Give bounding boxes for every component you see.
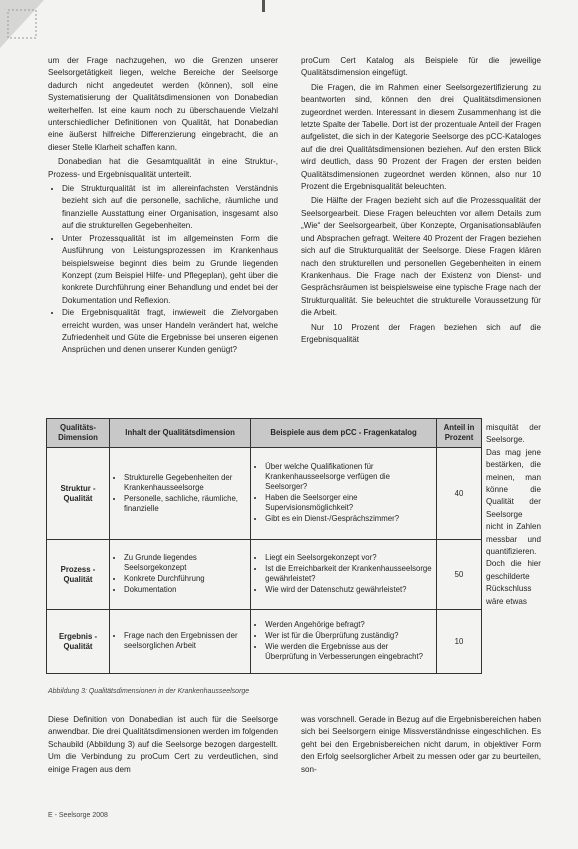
example-item: • Ist die Erreichbarkeit der Krankenhausseelsorge gewährleistet? bbox=[265, 564, 432, 584]
percent-cell: 40 bbox=[437, 448, 482, 540]
right-paragraph: Nur 10 Prozent der Fragen beziehen sich auf die Ergebnisqualität bbox=[301, 322, 541, 344]
table-row bbox=[47, 540, 482, 610]
bottom-right-text bbox=[301, 714, 541, 776]
table-caption: Abbildung 3: Qualitätsdimensionen in der Krankenhausseelsorge bbox=[48, 688, 250, 695]
wrap-text: misquität der Seelsorge. Das mag jene bestärken, die meinen, man könne die Qualität der Seelsorge nicht in Zahlen messbar und quantifizieren. Doch die hier geschilderte Rückschluss wäre etwas bbox=[486, 423, 541, 606]
quality-bullet-list bbox=[48, 183, 278, 357]
content-item: • Personelle, sachliche, räumliche, finanzielle bbox=[124, 494, 246, 514]
bottom-left-paragraph: Diese Definition von Donabedian ist auch für die Seelsorge anwendbar. Die drei Qualitätsdimensionen werden im folgenden Schaubild (Abbildung 3) auf die Seelsorge bezogen dargestellt. Um die Verbindung zu proCum Cert zu verdeutlichen, sind einige Fragen aus dem bbox=[48, 715, 278, 774]
right-column bbox=[301, 55, 541, 348]
content-item: • Frage nach den Ergebnissen der seelsorglichen Arbeit bbox=[124, 631, 246, 651]
quality-dimensions-table bbox=[46, 418, 482, 674]
header-content: Inhalt der Qualitätsdimension bbox=[110, 419, 251, 448]
example-item: • Wie wird der Datenschutz gewährleistet? bbox=[265, 585, 432, 595]
dimension-cell: Ergebnis - Qualität bbox=[47, 610, 110, 674]
left-paragraph: um der Frage nachzugehen, wo die Grenzen unserer Seelsorgetätigkeit liegen, welche Bereiche der Seelsorge dadurch nicht angedeutet werden (können), soll eine Systematisierung der Qualitätsdimensionen von Donabedian weiterhelfen. Ist eine kaum noch zu überschauende Vielzahl unterschiedlicher Definitionen von Qualität, hat Donabedian eine äußerst hilfreiche Differenzierung eingebracht, die an dieser Stelle Klarheit schaffen kann. bbox=[48, 56, 278, 152]
page-footer: E - Seelsorge 2008 bbox=[48, 812, 108, 819]
example-item: • Werden Angehörige befragt? bbox=[265, 620, 432, 630]
bullet-outcome: • Die Ergebnisqualität fragt, inwieweit die Zielvorgaben erreicht wurden, was unser Handeln verändert hat, welche Zufriedenheit und Güte die Ergebnisse bei unseren eigenen Ansprüchen und denen unserer Kunden genügt? bbox=[62, 307, 278, 357]
example-item: • Gibt es ein Dienst-/Gesprächszimmer? bbox=[265, 514, 432, 524]
right-paragraph: proCum Cert Katalog als Beispiele für die jeweilige Qualitätsdimension eingefügt. bbox=[301, 56, 541, 78]
wrap-column bbox=[486, 422, 541, 608]
example-item: • Wer ist für die Überprüfung zuständig? bbox=[265, 631, 432, 641]
percent-cell: 10 bbox=[437, 610, 482, 674]
content-item: • Konkrete Durchführung bbox=[124, 574, 246, 584]
example-item: • Über welche Qualifikationen für Krankenhausseelsorge verfügen die Seelsorger? bbox=[265, 462, 432, 492]
bullet-process: • Unter Prozessqualität ist im allgemeinsten Form die Ausführung von Leistungsprozessen im Krankenhaus beispielsweise beginnt dies beim zu Grunde liegenden Konzept (zum Beispiel Hilfe- und Pflegeplan), geht über die konkrete Durchführung einer Behandlung und endet bei der Dokumentation und Reflexion. bbox=[62, 233, 278, 307]
right-paragraph: Die Fragen, die im Rahmen einer Seelsorgezertifizierung zu beantworten sind, können den drei Qualitätsdimensionen zugeordnet werden. Interessant in diesem Zusammenhang ist die letzte Spalte der Tabelle. Dort ist der prozentuale Anteil der Fragen aufgelistet, die sich in der Kategorie Seelsorge des pCC-Kataloges auf die drei Qualitätsdimensionen beziehen. Auf den ersten Blick wird deutlich, dass 90 Prozent der Fragen der ersten beiden Qualitätsdimensionen zugeordnet werden können, also nur 10 Prozent die Ergebnisqualität beleuchten. bbox=[301, 82, 541, 192]
header-examples: Beispiele aus dem pCC - Fragenkatalog bbox=[251, 419, 437, 448]
corner-mark bbox=[0, 0, 44, 48]
left-column bbox=[48, 55, 278, 357]
examples-cell bbox=[251, 448, 437, 540]
table-header-row bbox=[47, 419, 482, 448]
percent-cell: 50 bbox=[437, 540, 482, 610]
example-item: • Liegt ein Seelsorgekonzept vor? bbox=[265, 553, 432, 563]
content-cell bbox=[110, 610, 251, 674]
binding-mark bbox=[262, 0, 265, 12]
example-item: • Haben die Seelsorger eine Supervisionsmöglichkeit? bbox=[265, 493, 432, 513]
bottom-right-paragraph: was vorschnell. Gerade in Bezug auf die Ergebnisbereichen haben sich bei Seelsorgern einige Missverständnisse eingeschlichen. Es geht bei den Ergebnisbereichen nicht darum, in objektiver Form den Erfolg seelsorglicher Arbeit zu messen oder gar zu beurteilen, son- bbox=[301, 715, 541, 774]
examples-cell bbox=[251, 610, 437, 674]
header-percent: Anteil in Prozent bbox=[437, 419, 482, 448]
dimension-cell: Prozess - Qualität bbox=[47, 540, 110, 610]
content-cell bbox=[110, 448, 251, 540]
header-dimension: Qualitäts-Dimension bbox=[47, 419, 110, 448]
table-row bbox=[47, 448, 482, 540]
bullet-structure: • Die Strukturqualität ist im allereinfachsten Verständnis bezieht sich auf die personelle, sachliche, räumliche und finanzielle Ausstattung einer Organisation, insgesamt also auf die strukturellen Gegebenheiten. bbox=[62, 183, 278, 233]
bottom-left-text bbox=[48, 714, 278, 776]
example-item: • Wie werden die Ergebnisse aus der Überprüfung in Verbesserungen eingebracht? bbox=[265, 642, 432, 662]
right-paragraph: Die Hälfte der Fragen bezieht sich auf die Prozessqualität der Seelsorgearbeit. Diese Fragen beleuchten vor allem Details zum „Wie“ der Seelsorgearbeit, über Konzepte, Organisationsabläufen und Absprachen gefragt. Weitere 40 Prozent der Fragen beziehen sich auf die Strukturqualität der Seelsorge. Diese Fragen klären nach den strukturellen und personellen Gegebenheiten in einem Krankenhaus. Die Frage nach der Existenz von Dienst- und Gesprächsräumen ist beispielsweise eine typische Frage nach der Strukturqualität. Sie beleuchtet die strukturelle Voraussetzung für die Arbeit. bbox=[301, 196, 541, 318]
content-item: • Dokumentation bbox=[124, 585, 246, 595]
content-cell bbox=[110, 540, 251, 610]
examples-cell bbox=[251, 540, 437, 610]
table-row bbox=[47, 610, 482, 674]
left-paragraph: Donabedian hat die Gesamtqualität in eine Struktur-, Prozess- und Ergebnisqualität unterteilt. bbox=[48, 157, 278, 179]
content-item: • Zu Grunde liegendes Seelsorgekonzept bbox=[124, 553, 246, 573]
dimension-cell: Struktur - Qualität bbox=[47, 448, 110, 540]
content-item: • Strukturelle Gegebenheiten der Krankenhausseelsorge bbox=[124, 473, 246, 493]
